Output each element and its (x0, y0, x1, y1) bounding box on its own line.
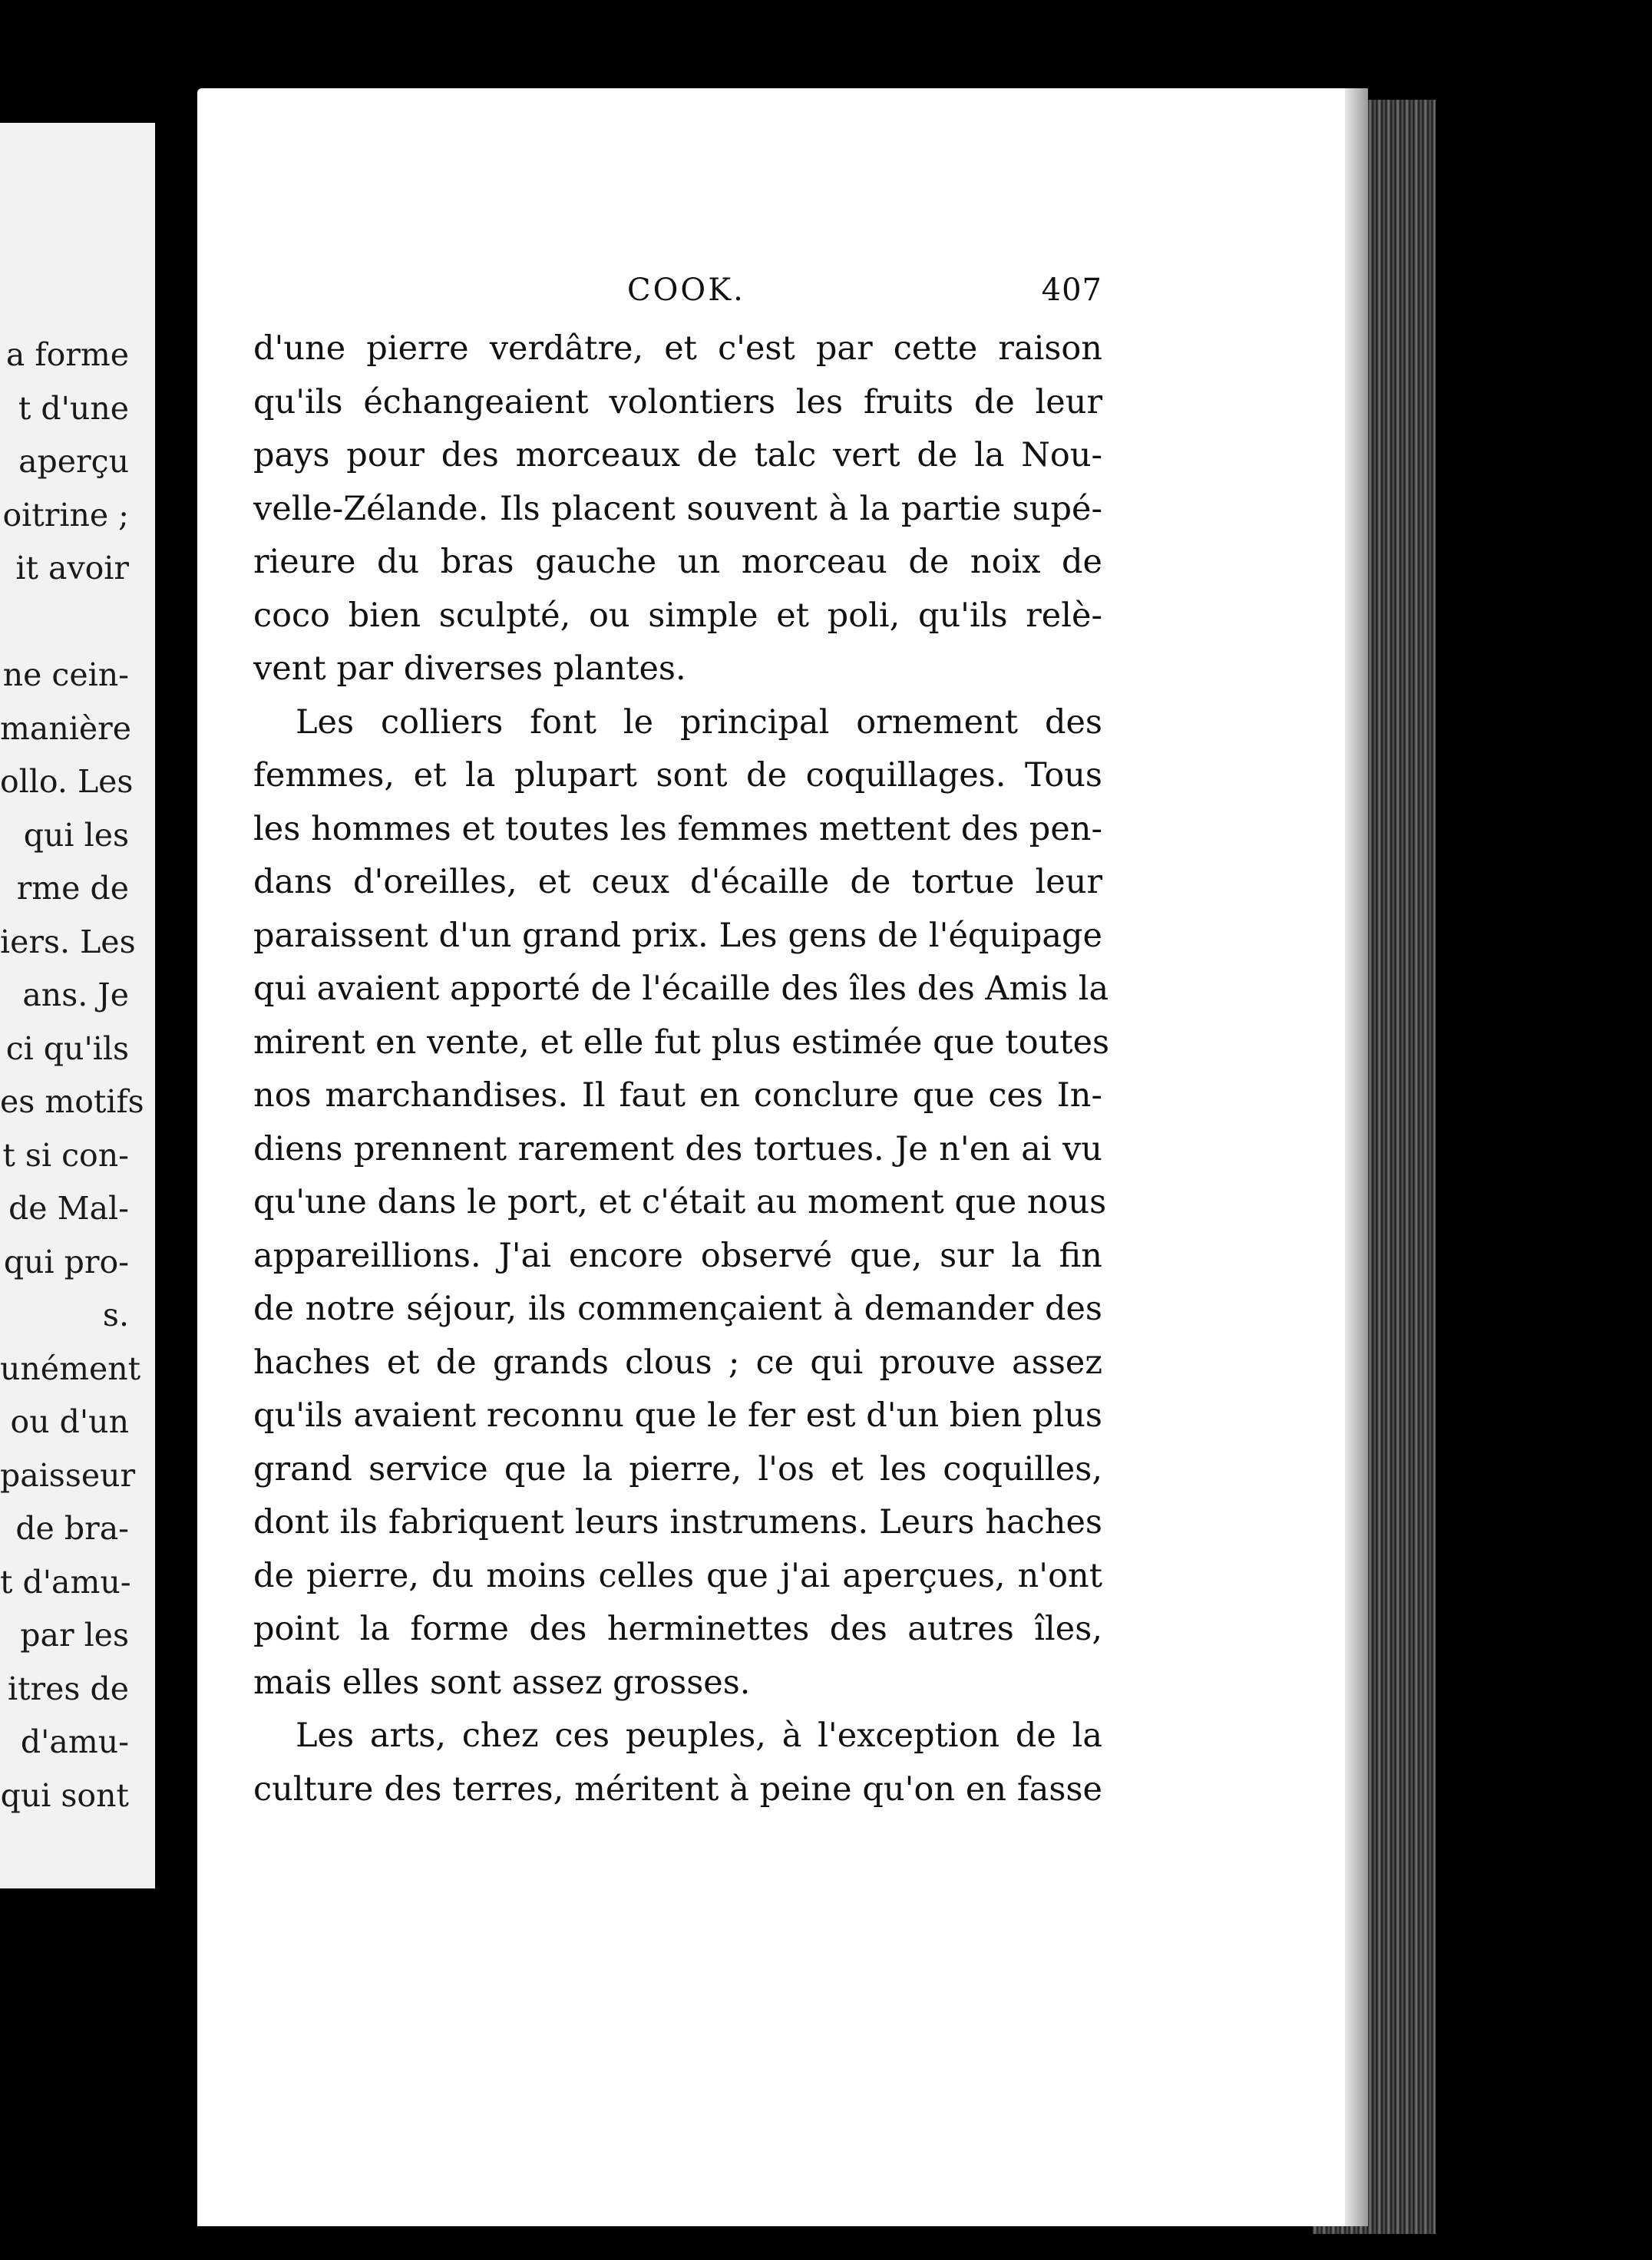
text-line: Les colliers font le principal ornement des (296, 702, 1102, 742)
left-line: oitrine ; (2, 496, 129, 534)
left-line: itres de (7, 1670, 129, 1707)
page-edge-shade (1345, 88, 1368, 2226)
text-line: qu'ils avaient reconnu que le fer est d'un bien plus (253, 1396, 1102, 1435)
left-line: s. (102, 1297, 129, 1333)
left-line: ollo. Les (0, 763, 134, 800)
left-page (0, 123, 155, 1888)
left-line: aperçu (18, 443, 129, 480)
text-line: qu'une dans le port, et c'était au moment que nous (253, 1183, 1107, 1221)
text-line: vent par diverses plantes. (253, 649, 686, 688)
text-line: culture des terres, méritent à peine qu'on en fasse (253, 1769, 1102, 1809)
text-line: coco bien sculpté, ou simple et poli, qu'ils relè- (253, 596, 1102, 635)
left-line: d'amu- (20, 1723, 129, 1760)
body-text (253, 322, 1110, 1816)
left-line: qui pro- (3, 1243, 129, 1280)
left-line: ci qu'ils (5, 1029, 129, 1067)
left-line: a forme (5, 336, 129, 373)
text-line: de pierre, du moins celles que j'ai aperçues, n'ont (253, 1556, 1102, 1595)
text-line: nos marchandises. Il faut en conclure que ces In- (253, 1076, 1102, 1115)
text-line: les hommes et toutes les femmes mettent des pen- (253, 809, 1102, 848)
left-line: es motifs (0, 1083, 144, 1120)
left-line-gap (0, 596, 129, 649)
text-line: mirent en vente, et elle fut plus estimée que toutes (253, 1023, 1110, 1062)
book-gutter (155, 107, 197, 1965)
text-line: rieure du bras gauche un morceau de noix de (253, 543, 1102, 581)
left-line: it avoir (15, 550, 129, 586)
text-line: dans d'oreilles, et ceux d'écaille de tortue leur (253, 863, 1102, 901)
left-line: de Mal- (8, 1190, 129, 1227)
left-line: rme de (16, 870, 129, 907)
left-line: unément (0, 1350, 141, 1387)
left-line: manière (0, 709, 131, 747)
left-line: ans. Je (22, 976, 129, 1013)
left-line: iers. Les (0, 923, 136, 960)
left-line: paisseur (0, 1456, 136, 1494)
left-line: ou d'un (10, 1403, 129, 1440)
left-line: de bra- (15, 1510, 129, 1547)
text-line: pays pour des morceaux de talc vert de la Nou- (253, 436, 1102, 474)
left-line: t d'amu- (0, 1563, 131, 1601)
running-title: COOK. (627, 273, 745, 308)
text-line: grand service que la pierre, l'os et les coquilles, (253, 1449, 1102, 1488)
left-line: t d'une (18, 389, 129, 427)
text-line: Les arts, chez ces peuples, à l'exception de la (296, 1716, 1102, 1755)
text-line: mais elles sont assez grosses. (253, 1663, 751, 1702)
left-line: t si con- (2, 1136, 129, 1174)
left-line: qui sont (0, 1776, 129, 1814)
running-header (253, 273, 1102, 311)
left-line: qui les (23, 816, 129, 854)
text-line: d'une pierre verdâtre, et c'est par cette raison (253, 329, 1102, 368)
text-line: femmes, et la plupart sont de coquillages. Tous (253, 756, 1102, 795)
text-line: point la forme des herminettes des autres îles, (253, 1610, 1102, 1648)
text-line: qu'ils échangeaient volontiers les fruits de leur (253, 382, 1102, 421)
text-line: appareillions. J'ai encore observé que, sur la fin (253, 1236, 1102, 1275)
page-number: 407 (1041, 273, 1102, 308)
text-line: qui avaient apporté de l'écaille des îles des Amis la (253, 970, 1109, 1008)
text-line: haches et de grands clous ; ce qui prouve assez (253, 1343, 1102, 1382)
text-line: paraissent d'un grand prix. Les gens de l'équipage (253, 916, 1102, 955)
left-page-text (0, 329, 144, 1822)
left-line: ne cein- (2, 656, 129, 693)
text-line: diens prennent rarement des tortues. Je n'en ai vu (253, 1129, 1102, 1168)
left-line: par les (20, 1617, 129, 1654)
text-line: velle-Zélande. Ils placent souvent à la partie supé- (253, 489, 1102, 528)
text-line: dont ils fabriquent leurs instrumens. Leurs haches (253, 1503, 1102, 1541)
text-line: de notre séjour, ils commençaient à demander des (253, 1290, 1102, 1328)
